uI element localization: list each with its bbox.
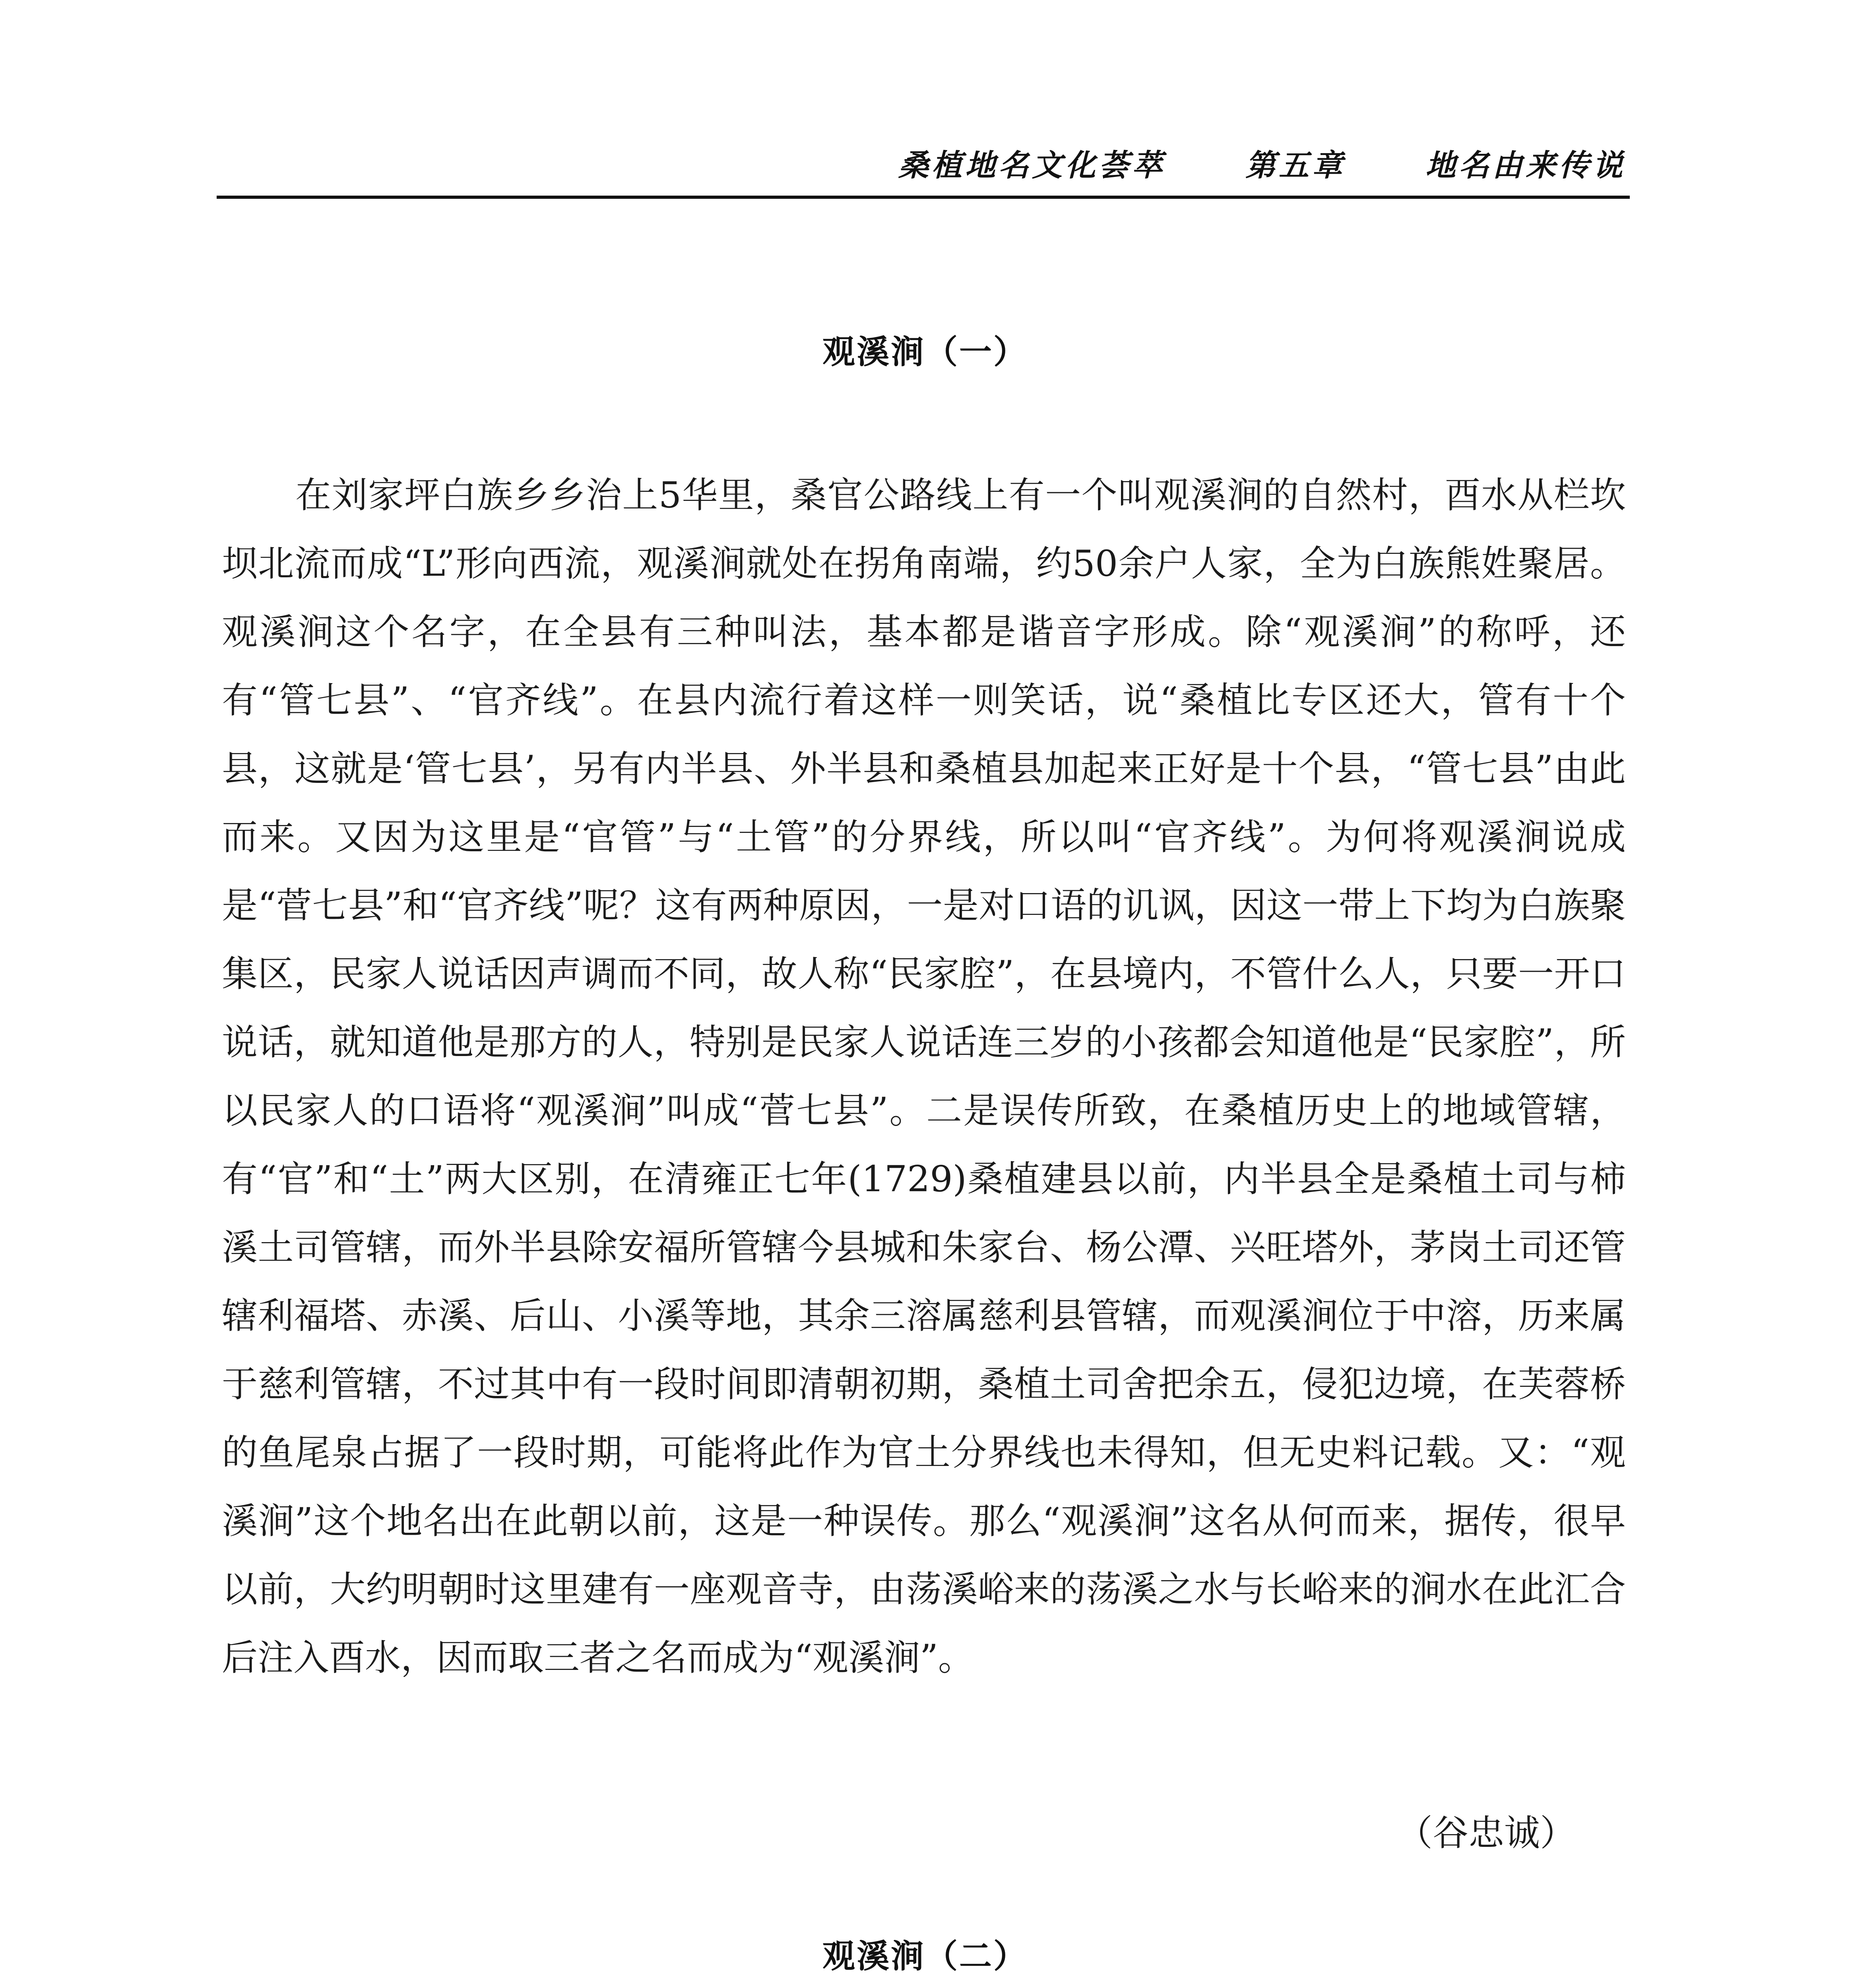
running-header bbox=[898, 141, 1626, 184]
header-chapter-title: 地名由来传说 bbox=[1425, 148, 1626, 183]
author-credit: （谷忠诚） bbox=[1397, 1812, 1576, 1854]
section-title-1: 观溪涧（一） bbox=[822, 333, 1028, 371]
section-1-paragraph: 在刘家坪白族乡乡治上5华里，桑官公路线上有一个叫观溪涧的自然村，酉水从栏坎坝北流而成“L”形向西流，观溪涧就处在拐角南端，约50余户人家，全为白族熊姓聚居。观溪涧这个名字，在全县有三种叫法，基本都是谐音字形成。除“观溪涧”的称呼，还有“管七县”、“官齐线”。在县内流行着这样一则笑话，说“桑植比专区还大，管有十个县，这就是‘管七县’，另有内半县、外半县和桑植县加起来正好是十个县，“管七县”由此而来。又因为这里是“官管”与“土管”的分界线，所以叫“官齐线”。为何将观溪涧说成是“菅七县”和“官齐线”呢？这有两种原因，一是对口语的讥讽，因这一带上下均为白族聚集区，民家人说话因声调而不同，故人称“民家腔”，在县境内，不管什么人，只要一开口说话，就知道他是那方的人，特别是民家人说话连三岁的小孩都会知道他是“民家腔”，所以民家人的口语将“观溪涧”叫成“菅七县”。二是误传所致，在桑植历史上的地域管辖，有“官”和“土”两大区别，在清雍正七年(1729)桑植建县以前，内半县全是桑植土司与柿溪土司管辖，而外半县除安福所管辖今县城和朱家台、杨公潭、兴旺塔外，茅岗土司还管辖利福塔、赤溪、后山、小溪等地，其余三溶属慈利县管辖，而观溪涧位于中溶，历来属于慈利管辖，不过其中有一段时间即清朝初期，桑植土司舍把余五，侵犯边境，在芙蓉桥的鱼尾泉占据了一段时期，可能将此作为官土分界线也未得知，但无史料记载。又：“观溪涧”这个地名出在此朝以前，这是一种误传。那么“观溪涧”这名从何而来，据传，很早以前，大约明朝时这里建有一座观音寺，由荡溪峪来的荡溪之水与长峪来的涧水在此汇合后注入酉水，因而取三者之名而成为“观溪涧”。 bbox=[222, 474, 1626, 1679]
section-title-2: 观溪涧（二） bbox=[822, 1938, 1028, 1975]
header-book-title: 桑植地名文化荟萃 bbox=[898, 148, 1165, 183]
header-chapter: 第五章 bbox=[1245, 148, 1346, 183]
section-1-body bbox=[222, 461, 1626, 1692]
header-rule bbox=[217, 196, 1630, 199]
